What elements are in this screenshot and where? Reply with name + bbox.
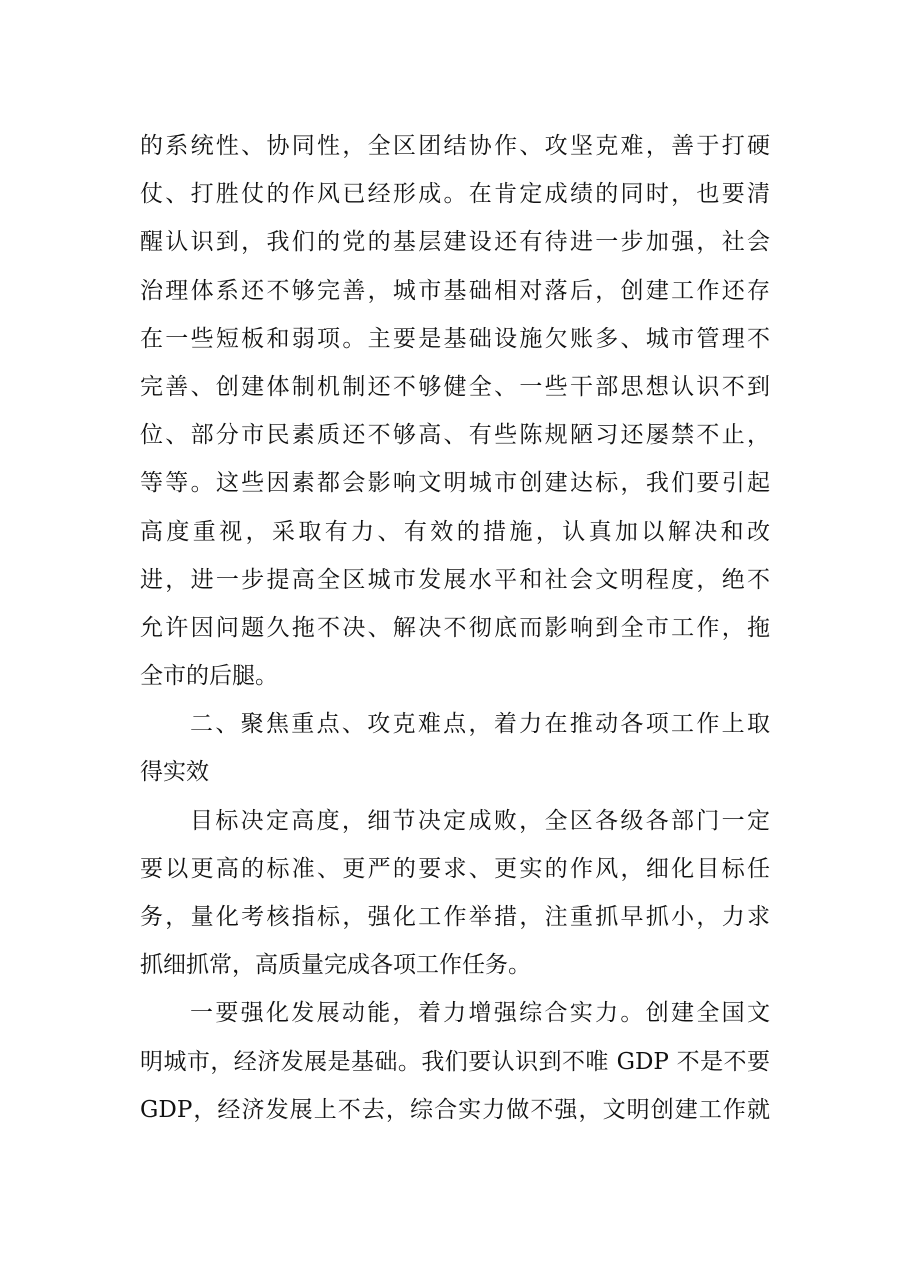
text-line: 完善、创建体制机制还不够健全、一些干部思想认识不到 — [140, 373, 770, 400]
text-line: 抓细抓常，高质量完成各项工作任务。 — [140, 952, 531, 979]
text-line: 要以更高的标准、更严的要求、更实的作风，细化目标任 — [140, 855, 770, 882]
text-line: 高度重视，采取有力、有效的措施，认真加以解决和改 — [140, 518, 770, 545]
section-heading-continued: 得实效 — [140, 759, 209, 786]
section-heading: 二、聚焦重点、攻克难点，着力在推动各项工作上取 — [190, 711, 770, 738]
text-line: 仗、打胜仗的作风已经形成。在肯定成绩的同时，也要清 — [140, 181, 770, 208]
text-line: 位、部分市民素质还不够高、有些陈规陋习还屡禁不止， — [140, 422, 770, 449]
text-line: 的系统性、协同性，全区团结协作、攻坚克难，善于打硬 — [140, 133, 770, 159]
text-line: 等等。这些因素都会影响文明城市创建达标，我们要引起 — [140, 470, 770, 497]
text-line: 在一些短板和弱项。主要是基础设施欠账多、城市管理不 — [140, 325, 770, 352]
text-line: 全市的后腿。 — [140, 663, 278, 690]
text-line: GDP，经济发展上不去，综合实力做不强，文明创建工作就 — [140, 1096, 770, 1123]
text-line: 务，量化考核指标，强化工作举措，注重抓早抓小，力求 — [140, 904, 770, 930]
text-line: 治理体系还不够完善，城市基础相对落后，创建工作还存 — [140, 277, 770, 304]
text-line: 目标决定高度，细节决定成败，全区各级各部门一定 — [190, 807, 770, 834]
text-line: 允许因问题久拖不决、解决不彻底而影响到全市工作，拖 — [140, 614, 770, 641]
text-line: 醒认识到，我们的党的基层建设还有待进一步加强，社会 — [140, 229, 770, 256]
text-line: 一要强化发展动能，着力增强综合实力。创建全国文 — [190, 1000, 770, 1027]
body-text — [140, 122, 770, 1134]
text-line: 明城市，经济发展是基础。我们要认识到不唯 GDP 不是不要 — [140, 1048, 770, 1075]
text-line: 进，进一步提高全区城市发展水平和社会文明程度，绝不 — [140, 566, 770, 593]
